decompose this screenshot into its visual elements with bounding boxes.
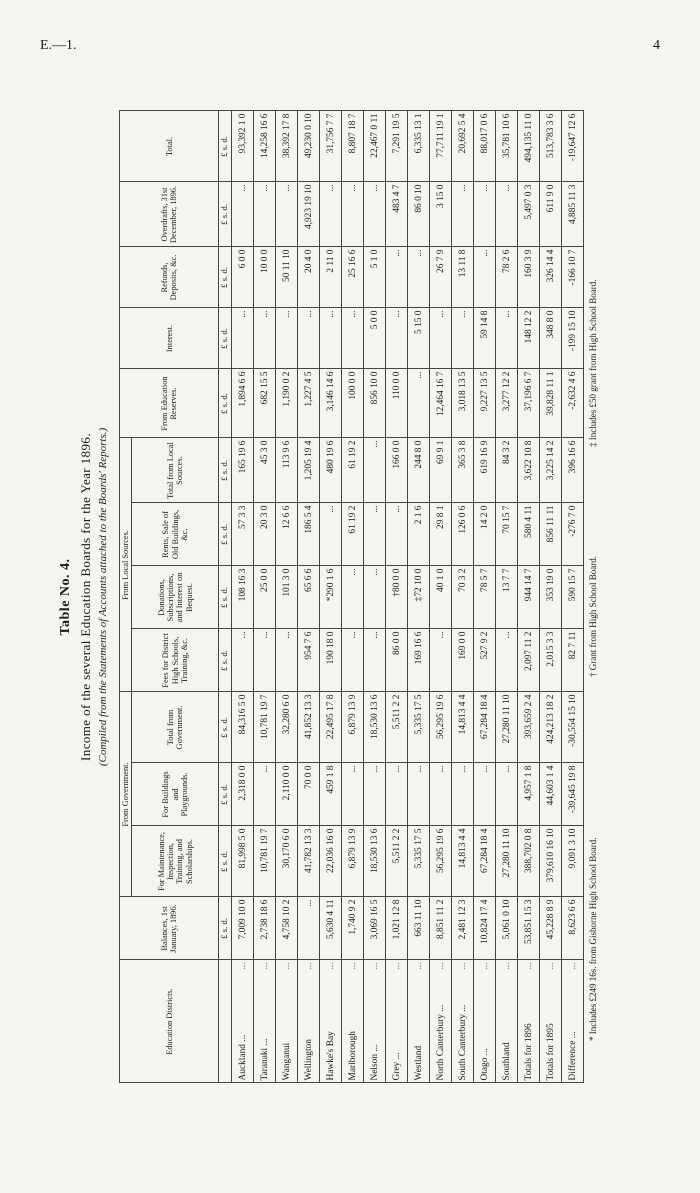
district-name: South Canterbury ... [452,975,474,1083]
district-name: Otago ... [474,975,496,1083]
cell-overdrafts: 611 9 0 [540,182,562,247]
district-name: Marlborough [342,975,364,1083]
cell-total_gov: 18,530 13 6 [364,692,386,763]
leader-dots: ... [518,960,540,975]
cell-fees: 86 0 0 [386,629,408,692]
cell-buildings: 2,110 0 0 [276,763,298,826]
cell-total_local: 165 19 6 [232,438,254,503]
cell-donations: ... [342,566,364,629]
unit-buildings: £ s. d. [219,763,232,826]
cell-rents: ... [320,503,342,566]
col-total-local: Total from Local Sources. [132,438,219,503]
cell-total_gov: -30,554 15 10 [562,692,584,763]
cell-total: 7,291 19 5 [386,111,408,182]
cell-total_local: 244 8 0 [408,438,430,503]
cell-buildings: ... [430,763,452,826]
cell-overdrafts: 4,923 19 10 [298,182,320,247]
leader-dots: ... [232,960,254,975]
cell-buildings: ... [364,763,386,826]
cell-refunds: ... [386,247,408,308]
cell-interest: ... [298,308,320,369]
cell-buildings: ... [408,763,430,826]
district-name: Westland [408,975,430,1083]
cell-reserves: 3,146 14 6 [320,369,342,438]
leader-dots: ... [364,960,386,975]
district-name: Difference ... [562,975,584,1083]
leader-dots: ... [496,960,518,975]
cell-balances: ... [298,897,320,960]
leader-dots: ... [320,960,342,975]
cell-reserves: 39,828 11 1 [540,369,562,438]
leader-dots: ... [276,960,298,975]
cell-donations: 70 3 2 [452,566,474,629]
cell-balances: 1,740 9 2 [342,897,364,960]
leader-dots: ... [540,960,562,975]
cell-rents: 14 2 0 [474,503,496,566]
cell-donations: ... [364,566,386,629]
leader-dots: ... [298,960,320,975]
cell-reserves: 3,018 13 5 [452,369,474,438]
cell-total: 20,692 5 4 [452,111,474,182]
table-row [276,111,298,1083]
cell-interest: ... [496,308,518,369]
cell-fees: ... [254,629,276,692]
cell-rents: ... [386,503,408,566]
cell-interest: ... [232,308,254,369]
cell-rents: ... [364,503,386,566]
cell-fees: ... [364,629,386,692]
cell-total_gov: 84,316 5 0 [232,692,254,763]
cell-total: 77,711 19 1 [430,111,452,182]
unit-total_gov: £ s. d. [219,692,232,763]
cell-total_gov: 393,659 2 4 [518,692,540,763]
leader-dots: ... [254,960,276,975]
cell-refunds: 2 11 0 [320,247,342,308]
cell-buildings: 44,603 1 4 [540,763,562,826]
cell-rents: 126 0 6 [452,503,474,566]
cell-total: 8,807 18 7 [342,111,364,182]
col-donations: Donations, Subscriptions, and Interest on Bequest. [132,566,219,629]
cell-balances: 2,481 12 3 [452,897,474,960]
cell-fees: 169 16 6 [408,629,430,692]
cell-total: -19,647 12 6 [562,111,584,182]
cell-total: 49,230 0 10 [298,111,320,182]
cell-rents: 186 5 4 [298,503,320,566]
district-name: Auckland ... [232,975,254,1083]
cell-refunds: 326 14 4 [540,247,562,308]
cell-fees: 2,015 3 3 [540,629,562,692]
cell-interest: 5 15 0 [408,308,430,369]
cell-maintenance: 5,511 2 2 [386,826,408,897]
unit-maintenance: £ s. d. [219,826,232,897]
cell-maintenance: 27,280 11 10 [496,826,518,897]
table-row [408,111,430,1083]
cell-overdrafts: ... [452,182,474,247]
cell-total: 6,335 13 1 [408,111,430,182]
group-local: From Local Sources. [120,438,132,692]
cell-reserves: 682 15 5 [254,369,276,438]
table-row [320,111,342,1083]
table-row [452,111,474,1083]
table-row [386,111,408,1083]
cell-total_gov: 5,511 2 2 [386,692,408,763]
cell-total_local: 3,225 14 2 [540,438,562,503]
cell-maintenance: 67,284 18 4 [474,826,496,897]
cell-reserves: 100 0 0 [342,369,364,438]
district-name: Southland [496,975,518,1083]
cell-total: 513,783 3 6 [540,111,562,182]
cell-buildings: ... [496,763,518,826]
district-name: Hawke's Bay [320,975,342,1083]
unit-rents: £ s. d. [219,503,232,566]
cell-maintenance: 41,782 13 3 [298,826,320,897]
col-interest: Interest. [120,308,219,369]
cell-interest: ... [320,308,342,369]
cell-buildings: ... [452,763,474,826]
district-name: Taranaki ... [254,975,276,1083]
cell-buildings: -39,645 19 8 [562,763,584,826]
cell-balances: 3,069 16 5 [364,897,386,960]
cell-fees: ... [430,629,452,692]
cell-balances: 10,824 17 4 [474,897,496,960]
cell-rents: 580 4 11 [518,503,540,566]
cell-total_gov: 5,335 17 5 [408,692,430,763]
table-row [232,111,254,1083]
cell-total_local: 396 16 6 [562,438,584,503]
table-row [430,111,452,1083]
cell-balances: 5,061 0 10 [496,897,518,960]
cell-refunds: 10 0 0 [254,247,276,308]
cell-refunds: ... [474,247,496,308]
district-name: Grey ... [386,975,408,1083]
cell-donations: 108 16 3 [232,566,254,629]
cell-refunds: 13 11 8 [452,247,474,308]
cell-donations: 944 14 7 [518,566,540,629]
unit-fees: £ s. d. [219,629,232,692]
cell-maintenance: 30,170 6 0 [276,826,298,897]
cell-reserves: 856 10 0 [364,369,386,438]
cell-maintenance: 379,610 16 10 [540,826,562,897]
cell-refunds: ... [408,247,430,308]
footnotes [588,67,602,1127]
cell-maintenance: 6,879 13 9 [342,826,364,897]
cell-overdrafts: ... [474,182,496,247]
cell-total_local: 480 19 6 [320,438,342,503]
table-body [232,111,584,1083]
table-row [298,111,320,1083]
unit-reserves: £ s. d. [219,369,232,438]
cell-total_gov: 32,280 6 0 [276,692,298,763]
cell-overdrafts: 86 0 10 [408,182,430,247]
cell-total_gov: 56,295 19 6 [430,692,452,763]
cell-total: 38,392 17 8 [276,111,298,182]
cell-overdrafts: ... [276,182,298,247]
cell-buildings: 70 0 0 [298,763,320,826]
unit-balances: £ s. d. [219,897,232,960]
cell-interest: ... [430,308,452,369]
col-buildings: For Buildings and Playgrounds. [132,763,219,826]
unit-total: £ s. d. [219,111,232,182]
district-name: North Canterbury ... [430,975,452,1083]
col-overdrafts: Overdrafts, 31st December, 1896. [120,182,219,247]
cell-fees: 527 9 2 [474,629,496,692]
table-row [562,111,584,1083]
cell-buildings: 459 1 8 [320,763,342,826]
cell-buildings: 2,318 0 0 [232,763,254,826]
unit-donations: £ s. d. [219,566,232,629]
cell-maintenance: 18,530 13 6 [364,826,386,897]
cell-overdrafts: ... [254,182,276,247]
cell-reserves: 1,894 6 6 [232,369,254,438]
cell-total_gov: 41,852 13 3 [298,692,320,763]
cell-overdrafts: 483 4 7 [386,182,408,247]
leader-dots: ... [452,960,474,975]
cell-balances: 4,758 10 2 [276,897,298,960]
cell-total_gov: 67,284 18 4 [474,692,496,763]
table-row [254,111,276,1083]
cell-maintenance: 56,295 19 6 [430,826,452,897]
cell-overdrafts: ... [342,182,364,247]
cell-overdrafts: 4,885 11 3 [562,182,584,247]
col-rents: Rents, Sale of Old Buildings, &c. [132,503,219,566]
cell-maintenance: 10,781 19 7 [254,826,276,897]
cell-donations: 78 5 7 [474,566,496,629]
cell-reserves: 1,227 4 5 [298,369,320,438]
cell-fees: ... [496,629,518,692]
cell-overdrafts: 3 15 0 [430,182,452,247]
cell-total: 35,781 10 6 [496,111,518,182]
leader-dots: ... [562,960,584,975]
cell-buildings: ... [386,763,408,826]
cell-balances: 2,738 18 6 [254,897,276,960]
district-name: Wellington [298,975,320,1083]
leader-dots: ... [408,960,430,975]
cell-reserves: 3,277 12 2 [496,369,518,438]
cell-reserves: -2,632 4 6 [562,369,584,438]
cell-total_local: 113 9 6 [276,438,298,503]
cell-reserves: 12,464 16 7 [430,369,452,438]
cell-total_gov: 14,813 4 4 [452,692,474,763]
cell-donations: 353 19 0 [540,566,562,629]
cell-total_local: 619 16 9 [474,438,496,503]
table-subtitle: (Compiled from the Statements of Accounts attached to the Boards' Reports.) [97,427,109,766]
cell-rents: 12 6 6 [276,503,298,566]
cell-total_local: 61 19 2 [342,438,364,503]
cell-reserves: 9,227 13 5 [474,369,496,438]
cell-interest: ... [254,308,276,369]
cell-maintenance: 14,813 4 4 [452,826,474,897]
cell-interest: ... [452,308,474,369]
cell-interest: 59 14 8 [474,308,496,369]
unit-total_local: £ s. d. [219,438,232,503]
cell-donations: 65 6 6 [298,566,320,629]
district-name: Wanganui [276,975,298,1083]
cell-total_local: 84 3 2 [496,438,518,503]
leader-dots: ... [474,960,496,975]
group-government: From Government. [120,692,132,897]
table-row [496,111,518,1083]
unit-interest: £ s. d. [219,308,232,369]
cell-balances: 7,009 10 0 [232,897,254,960]
leader-dots: ... [386,960,408,975]
col-total-gov: Total from Government. [132,692,219,763]
cell-balances: 663 11 10 [408,897,430,960]
col-refunds: Refunds, Deposits, &c. [120,247,219,308]
cell-interest: -199 15 10 [562,308,584,369]
cell-refunds: -166 10 7 [562,247,584,308]
cell-overdrafts: ... [232,182,254,247]
cell-overdrafts: ... [496,182,518,247]
cell-total: 88,017 0 6 [474,111,496,182]
cell-rents: 61 19 2 [342,503,364,566]
cell-fees: 2,097 11 2 [518,629,540,692]
cell-maintenance: 22,036 16 0 [320,826,342,897]
cell-fees: 82 7 11 [562,629,584,692]
cell-donations: 13 7 7 [496,566,518,629]
cell-refunds: 50 11 10 [276,247,298,308]
table-row [342,111,364,1083]
cell-total: 22,467 0 11 [364,111,386,182]
cell-interest: 5 0 0 [364,308,386,369]
cell-maintenance: 5,335 17 5 [408,826,430,897]
cell-fees: 954 7 6 [298,629,320,692]
leader-dots: ... [430,960,452,975]
cell-total_local: 45 3 0 [254,438,276,503]
cell-refunds: 160 3 9 [518,247,540,308]
unit-blank [219,960,232,1083]
cell-rents: 856 11 11 [540,503,562,566]
cell-balances: 45,228 8 9 [540,897,562,960]
cell-rents: 29 8 1 [430,503,452,566]
cell-donations: 101 3 0 [276,566,298,629]
cell-interest: ... [276,308,298,369]
cell-rents: 20 3 0 [254,503,276,566]
cell-balances: 5,630 4 11 [320,897,342,960]
cell-overdrafts: 5,497 0 3 [518,182,540,247]
footnote-ddagger: ‡ Includes £50 grant from High School Board. [588,279,599,447]
page-id: E.—1. [40,38,77,53]
cell-balances: 8,623 6 6 [562,897,584,960]
district-name: Nelson ... [364,975,386,1083]
cell-total: 93,392 1 0 [232,111,254,182]
cell-total_local: ... [364,438,386,503]
cell-donations: †80 0 0 [386,566,408,629]
col-balances: Balances, 1st January, 1896. [120,897,219,960]
cell-refunds: 6 0 0 [232,247,254,308]
cell-rents: -276 7 0 [562,503,584,566]
unit-refunds: £ s. d. [219,247,232,308]
cell-donations: *290 1 6 [320,566,342,629]
cell-maintenance: 81,998 5 0 [232,826,254,897]
table-row [540,111,562,1083]
cell-total_local: 3,622 10 8 [518,438,540,503]
col-fees: Fees for District High Schools, Training, &c. [132,629,219,692]
cell-total: 14,258 16 6 [254,111,276,182]
cell-rents: 2 1 6 [408,503,430,566]
cell-fees: 169 0 0 [452,629,474,692]
col-maintenance: For Maintenance, Inspection, Training, and Scholarships. [132,826,219,897]
cell-donations: 40 1 0 [430,566,452,629]
district-name: Totals for 1895 [540,975,562,1083]
table-row [364,111,386,1083]
col-district: Education Districts. [120,960,219,1083]
cell-fees: ... [232,629,254,692]
cell-total_local: 69 9 1 [430,438,452,503]
cell-donations: 590 15 7 [562,566,584,629]
rotated-table-block [50,67,650,1127]
cell-total_local: 365 3 8 [452,438,474,503]
cell-interest: ... [386,308,408,369]
table-row [518,111,540,1083]
cell-refunds: 78 2 6 [496,247,518,308]
cell-interest: 148 12 2 [518,308,540,369]
col-total: Total. [120,111,219,182]
cell-total_gov: 22,495 17 8 [320,692,342,763]
district-name: Totals for 1896 [518,975,540,1083]
cell-total_gov: 6,879 13 9 [342,692,364,763]
table-title: Income of the several Education Boards for the Year 1896. [78,432,93,761]
cell-total: 494,135 11 0 [518,111,540,182]
cell-balances: 53,851 15 3 [518,897,540,960]
cell-balances: 8,851 11 2 [430,897,452,960]
cell-rents: 57 3 3 [232,503,254,566]
cell-buildings: ... [342,763,364,826]
footnote-dagger: † Grant from High School Board. [588,555,599,677]
cell-reserves: ... [408,369,430,438]
cell-buildings: 4,957 1 8 [518,763,540,826]
cell-fees: ... [276,629,298,692]
income-table [119,110,584,1083]
cell-refunds: 5 1 0 [364,247,386,308]
cell-donations: ‡72 10 0 [408,566,430,629]
table-number: Table No. 4. [58,557,73,636]
unit-overdrafts: £ s. d. [219,182,232,247]
cell-total_gov: 424,213 18 2 [540,692,562,763]
cell-fees: 190 18 0 [320,629,342,692]
leader-dots: ... [342,960,364,975]
cell-total: 31,756 7 7 [320,111,342,182]
cell-maintenance: 9,091 3 10 [562,826,584,897]
cell-balances: 1,021 12 8 [386,897,408,960]
cell-maintenance: 388,702 0 8 [518,826,540,897]
cell-reserves: 1,190 0 2 [276,369,298,438]
cell-fees: ... [342,629,364,692]
cell-total_local: 166 0 0 [386,438,408,503]
cell-donations: 25 0 0 [254,566,276,629]
cell-buildings: ... [254,763,276,826]
cell-refunds: 26 7 9 [430,247,452,308]
cell-total_local: 1,205 19 4 [298,438,320,503]
cell-overdrafts: ... [364,182,386,247]
cell-refunds: 25 16 6 [342,247,364,308]
col-reserves: From Education Reserves. [120,369,219,438]
footnote-star: * Includes £249 16s. from Gisborne High School Board. [588,837,599,1041]
cell-interest: ... [342,308,364,369]
page-number: 4 [653,38,660,53]
cell-reserves: 110 0 0 [386,369,408,438]
cell-reserves: 37,196 6 7 [518,369,540,438]
cell-buildings: ... [474,763,496,826]
cell-total_gov: 27,280 11 10 [496,692,518,763]
cell-refunds: 20 4 0 [298,247,320,308]
cell-rents: 70 15 7 [496,503,518,566]
table-row [474,111,496,1083]
cell-interest: 348 8 0 [540,308,562,369]
cell-overdrafts: ... [320,182,342,247]
cell-total_gov: 10,781 19 7 [254,692,276,763]
